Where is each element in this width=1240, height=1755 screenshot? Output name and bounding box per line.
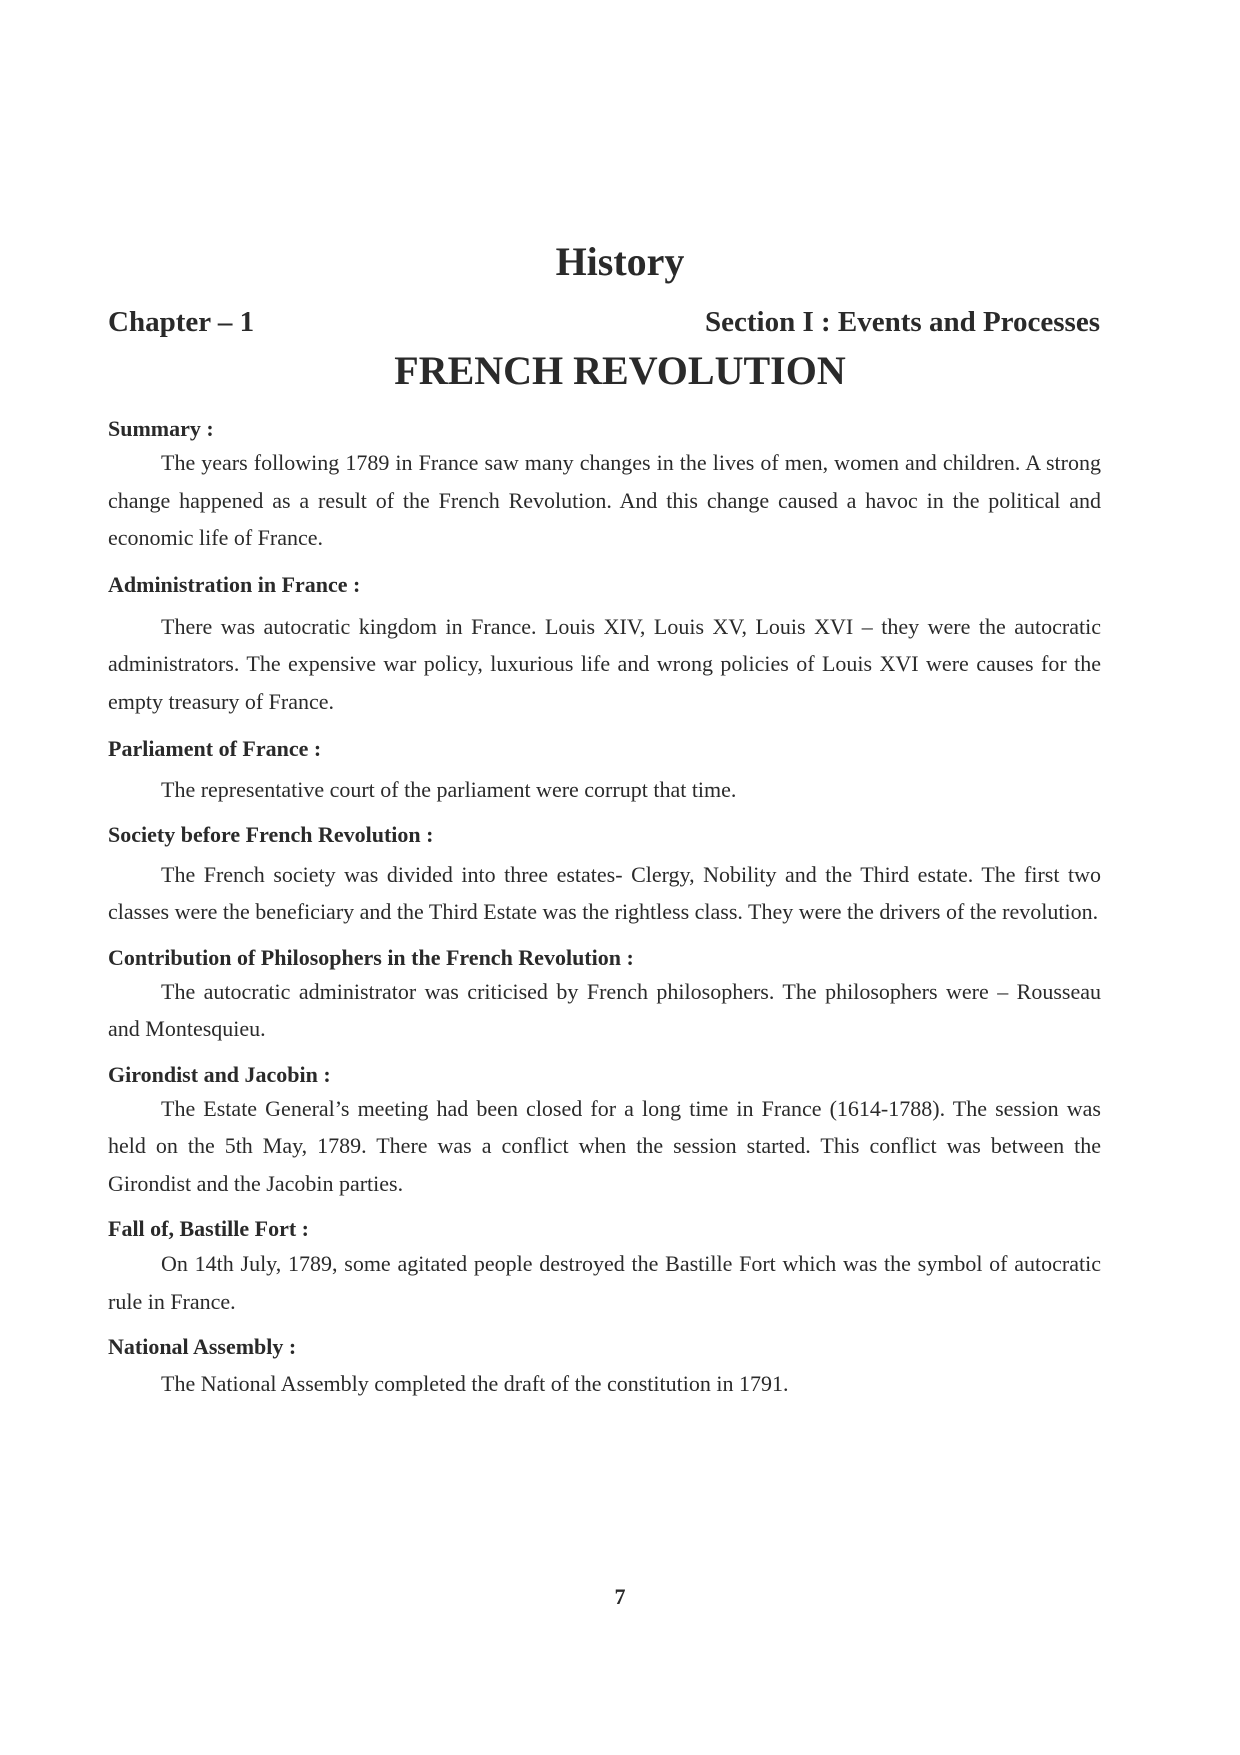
page-title: History xyxy=(555,239,685,284)
section-body-girondist: The Estate General’s meeting had been closed for a long time in France (1614-1788). The session was held on the 5th May, 1789. There was a conflict when the session started. This conflict was between the Girondist and the Jacobin parties. xyxy=(108,1095,1101,1196)
section-body-national-assembly: The National Assembly completed the draft of the constitution in 1791. xyxy=(161,1371,789,1396)
section-heading-girondist: Girondist and Jacobin : xyxy=(108,1061,331,1087)
section-body-society: The French society was divided into three estates- Clergy, Nobility and the Third estate. The first two classes were the beneficiary and the Third Estate was the rightless class. They were the drivers of the revolution. xyxy=(108,861,1101,924)
chapter-label: Chapter – 1 xyxy=(108,306,255,338)
section-body-administration: There was autocratic kingdom in France. Louis XIV, Louis XV, Louis XVI – they were the autocratic administrators. The expensive war policy, luxurious life and wrong policies of Louis XVI were causes for the empty treasury of France. xyxy=(108,613,1101,714)
section-heading-society: Society before French Revolution : xyxy=(108,821,434,847)
page-number: 7 xyxy=(614,1584,626,1609)
section-heading-national-assembly: National Assembly : xyxy=(108,1334,297,1359)
section-body-summary: The years following 1789 in France saw many changes in the lives of men, women and children. A strong change happened as a result of the French Revolution. And this change caused a havoc in the political and economic life of France. xyxy=(108,450,1101,550)
content xyxy=(108,415,1101,1403)
section-heading-administration: Administration in France : xyxy=(108,571,361,597)
section-body-parliament: The representative court of the parliament were corrupt that time. xyxy=(161,777,737,802)
chapter-header-row xyxy=(108,304,1100,340)
chapter-title: FRENCH REVOLUTION xyxy=(394,348,846,393)
section-body-philosophers: The autocratic administrator was criticised by French philosophers. The philosophers were – Rousseau and Montesquieu. xyxy=(108,978,1101,1041)
section-heading-philosophers: Contribution of Philosophers in the French Revolution : xyxy=(108,944,634,970)
section-heading-summary: Summary : xyxy=(108,416,214,441)
section-body-bastille: On 14th July, 1789, some agitated people destroyed the Bastille Fort which was the symbol of autocratic rule in France. xyxy=(108,1251,1101,1314)
section-heading-parliament: Parliament of France : xyxy=(108,736,322,761)
section-label: Section I : Events and Processes xyxy=(705,306,1100,338)
section-heading-bastille: Fall of, Bastille Fort : xyxy=(108,1216,310,1241)
